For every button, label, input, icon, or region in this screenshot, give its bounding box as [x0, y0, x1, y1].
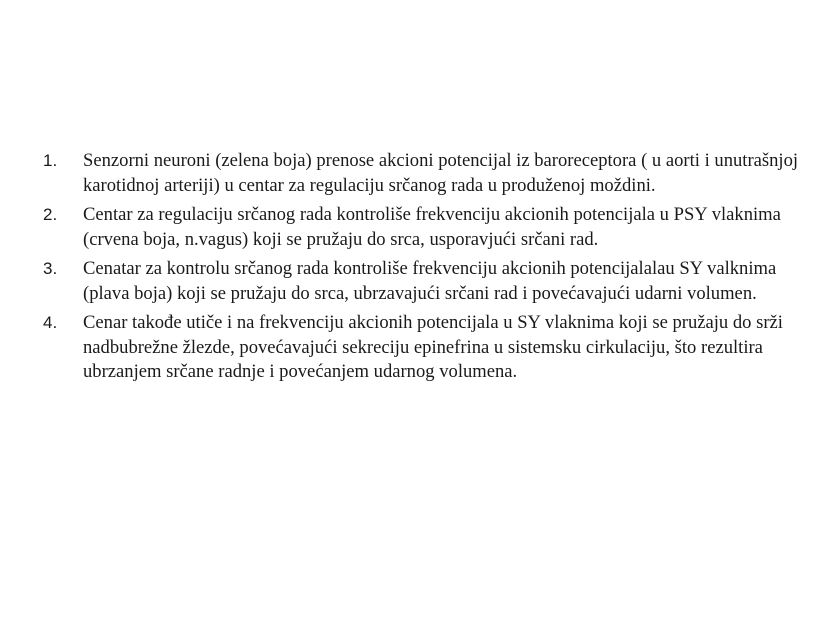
- list-item-text: Cenar takođe utiče i na frekvenciju akcionih potencijala u SY vlaknima koji se pružaju do srži nadbubrežne žlezde, povećavajući sekreciju epinefrina u sistemsku cirkulaciju, što rezultira ubrzanjem srčane radnje i povećanjem udarnog volumena.: [83, 312, 783, 382]
- numbered-list: [40, 149, 800, 390]
- list-item: [40, 203, 800, 252]
- list-item: [40, 311, 800, 385]
- list-item: [40, 149, 800, 198]
- list-item-text: Centar za regulaciju srčanog rada kontroliše frekvenciju akcionih potencijala u PSY vlaknima (crvena boja, n.vagus) koji se pružaju do srca, usporavjući srčani rad.: [83, 204, 781, 250]
- list-item-text: Cenatar za kontrolu srčanog rada kontroliše frekvenciju akcionih potencijalalau SY valknima (plava boja) koji se pružaju do srca, ubrzavajući srčani rad i povećavajući udarni volumen.: [83, 258, 777, 304]
- list-item-number: 1.: [43, 151, 58, 170]
- list-item-number: 3.: [43, 259, 58, 278]
- list-item: [40, 257, 800, 306]
- list-item-number: 2.: [43, 205, 58, 224]
- list-item-number: 4.: [43, 313, 58, 332]
- list-item-text: Senzorni neuroni (zelena boja) prenose akcioni potencijal iz baroreceptora ( u aorti i unutrašnjoj karotidnoj arteriji) u centar za regulaciju srčanog rada u produženoj moždini.: [83, 150, 799, 196]
